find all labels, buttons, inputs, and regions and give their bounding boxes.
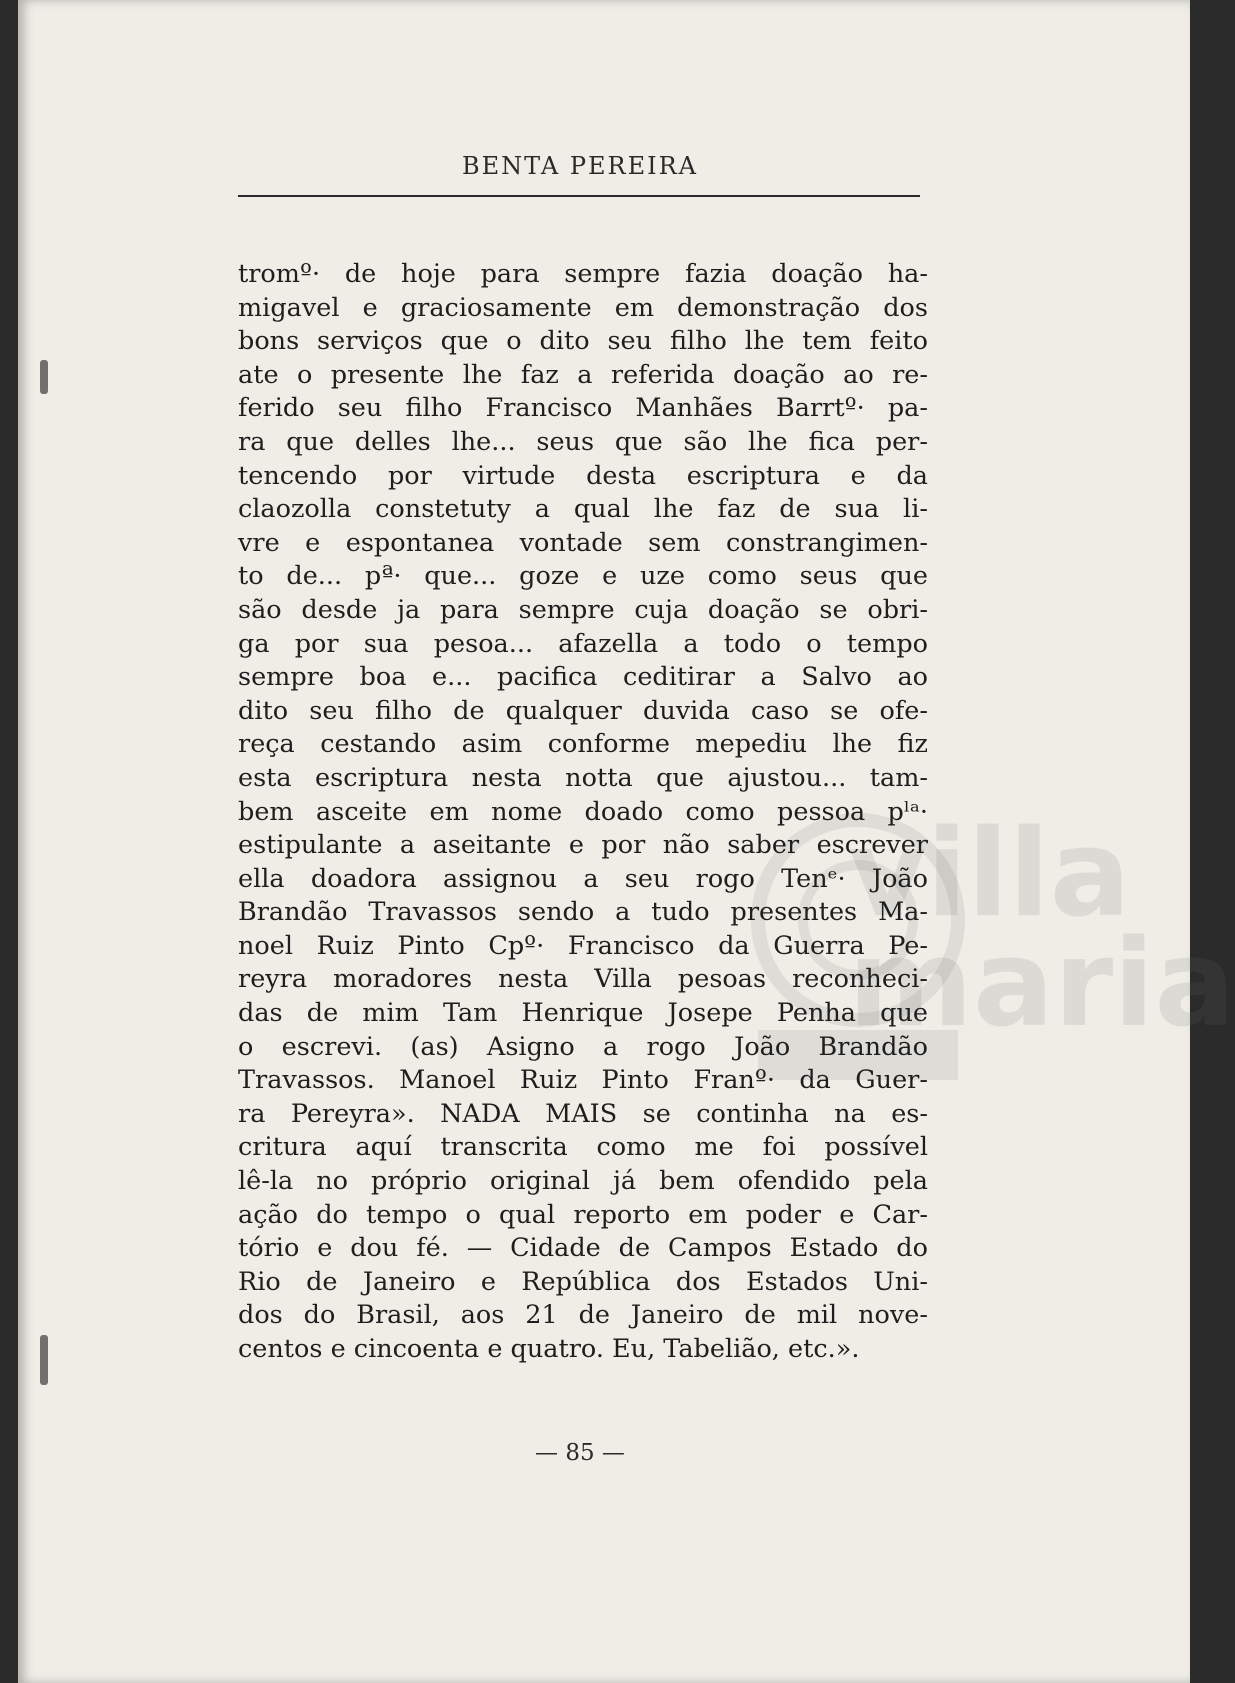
text-line: tório e dou fé. — Cidade de Campos Estado do bbox=[238, 1233, 928, 1264]
text-line: Travassos. Manoel Ruiz Pinto Franº· da Guer- bbox=[238, 1065, 928, 1096]
text-line: sempre boa e... pacifica ceditirar a Salvo ao bbox=[238, 662, 928, 693]
watermark-line: maria bbox=[848, 915, 1235, 1054]
text-line: bem asceite em nome doado como pessoa pˡᵃ· bbox=[238, 796, 928, 827]
text-line: reça cestando asim conforme mepediu lhe fiz bbox=[238, 729, 928, 760]
text-line: estipulante a aseitante e por não saber escrever bbox=[238, 830, 928, 861]
text-line: dos do Brasil, aos 21 de Janeiro de mil nove- bbox=[238, 1300, 928, 1331]
header-rule bbox=[238, 195, 920, 197]
body-text bbox=[238, 258, 928, 1367]
running-head: BENTA PEREIRA bbox=[462, 152, 698, 180]
text-line: tencendo por virtude desta escriptura e da bbox=[238, 460, 928, 491]
text-line: ga por sua pesoa... afazella a todo o tempo bbox=[238, 628, 928, 659]
text-line: Brandão Travassos sendo a tudo presentes Ma- bbox=[238, 897, 928, 928]
text-line: to de... pª· que... goze e uze como seus que bbox=[238, 561, 928, 592]
text-line: lê-la no próprio original já bem ofendido pela bbox=[238, 1166, 928, 1197]
text-line: noel Ruiz Pinto Cpº· Francisco da Guerra Pe- bbox=[238, 930, 928, 961]
text-line: tromº· de hoje para sempre fazia doação ha- bbox=[238, 259, 928, 289]
book-page bbox=[18, 0, 1235, 1683]
text-line: o escrevi. (as) Asigno a rogo João Brandão bbox=[238, 1031, 928, 1062]
binding-mark bbox=[40, 1335, 48, 1385]
text-line: vre e espontanea vontade sem constrangimen- bbox=[238, 527, 928, 558]
text-line: ferido seu filho Francisco Manhães Barrtº· pa- bbox=[238, 393, 928, 424]
text-line: bons serviços que o dito seu filho lhe tem feito bbox=[238, 326, 928, 357]
text-line: ra que delles lhe... seus que são lhe fica per- bbox=[238, 426, 928, 457]
text-line: ra Pereyra». NADA MAIS se continha na es- bbox=[238, 1098, 928, 1129]
text-line: Rio de Janeiro e República dos Estados Uni- bbox=[238, 1266, 928, 1297]
text-line: reyra moradores nesta Villa pesoas reconheci- bbox=[238, 964, 928, 995]
text-line: ate o presente lhe faz a referida doação ao re- bbox=[238, 359, 928, 390]
binding-mark bbox=[40, 360, 48, 394]
text-line: são desde ja para sempre cuja doação se obri- bbox=[238, 594, 928, 625]
text-line: ella doadora assignou a seu rogo Tenᵉ· João bbox=[238, 863, 928, 894]
page-number: — 85 — bbox=[535, 1440, 625, 1466]
text-line: das de mim Tam Henrique Josepe Penha que bbox=[238, 998, 928, 1029]
watermark-line: villa bbox=[848, 805, 1131, 944]
text-line: critura aquí transcrita como me foi possível bbox=[238, 1132, 928, 1163]
text-line: claozolla constetuty a qual lhe faz de sua li- bbox=[238, 494, 928, 525]
text-line: dito seu filho de qualquer duvida caso se ofe- bbox=[238, 695, 928, 726]
text-line: esta escriptura nesta notta que ajustou... tam- bbox=[238, 762, 928, 793]
text-line: centos e cincoenta e quatro. Eu, Tabelião, etc.». bbox=[238, 1334, 860, 1364]
text-line: ação do tempo o qual reporto em poder e Car- bbox=[238, 1199, 928, 1230]
text-line: migavel e graciosamente em demonstração dos bbox=[238, 292, 928, 323]
